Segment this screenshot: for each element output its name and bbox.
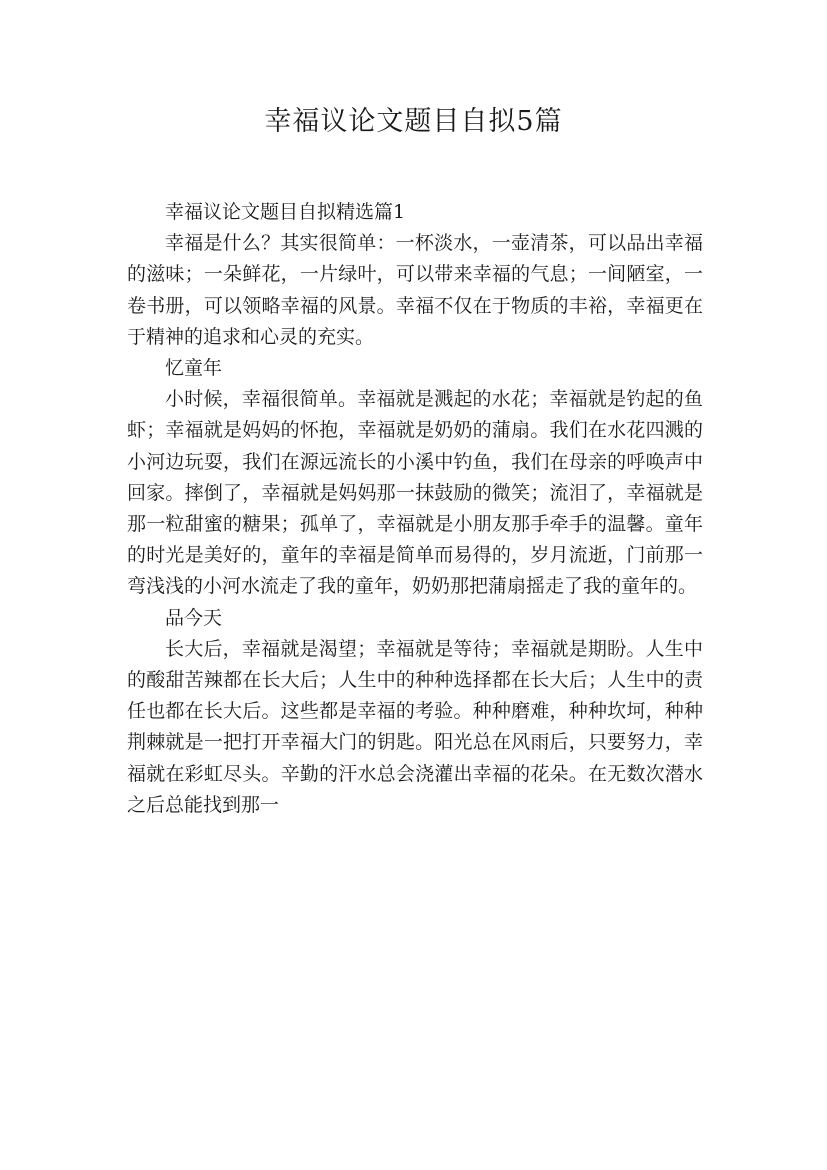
paragraph-1: 幸福是什么？其实很简单：一杯淡水，一壶清茶，可以品出幸福的滋味；一朵鲜花，一片绿叶，可以带来幸福的气息；一间陋室，一卷书册，可以领略幸福的风景。幸福不仅在于物质的丰裕，幸福更在于精神的追求和心灵的充实。 [127,232,703,348]
section-heading-3: 品今天 [165,606,223,629]
document-body [127,197,703,821]
section-heading-1: 幸福议论文题目自拟精选篇1 [165,201,406,223]
section-heading-2: 忆童年 [165,357,223,380]
document-title: 幸福议论文题目自拟5篇 [264,106,563,137]
paragraph-3: 长大后，幸福就是渴望；幸福就是等待；幸福就是期盼。人生中的酸甜苦辣都在长大后；人生中的种种选择都在长大后；人生中的责任也都在长大后。这些都是幸福的考验。种种磨难，种种坎坷，种种荆棘就是一把打开幸福大门的钥匙。阳光总在风雨后，只要努力，幸福就在彩虹尽头。辛勤的汗水总会浇灌出幸福的花朵。在无数次潜水之后总能找到那一 [127,637,703,816]
paragraph-2: 小时候，幸福很简单。幸福就是溅起的水花；幸福就是钓起的鱼虾；幸福就是妈妈的怀抱，幸福就是奶奶的蒲扇。我们在水花四溅的小河边玩耍，我们在源远流长的小溪中钓鱼，我们在母亲的呼唤声中回家。摔倒了，幸福就是妈妈那一抹鼓励的微笑；流泪了，幸福就是那一粒甜蜜的糖果；孤单了，幸福就是小朋友那手牵手的温馨。童年的时光是美好的，童年的幸福是简单而易得的，岁月流逝，门前那一弯浅浅的小河水流走了我的童年，奶奶那把蒲扇摇走了我的童年的。 [127,388,703,598]
